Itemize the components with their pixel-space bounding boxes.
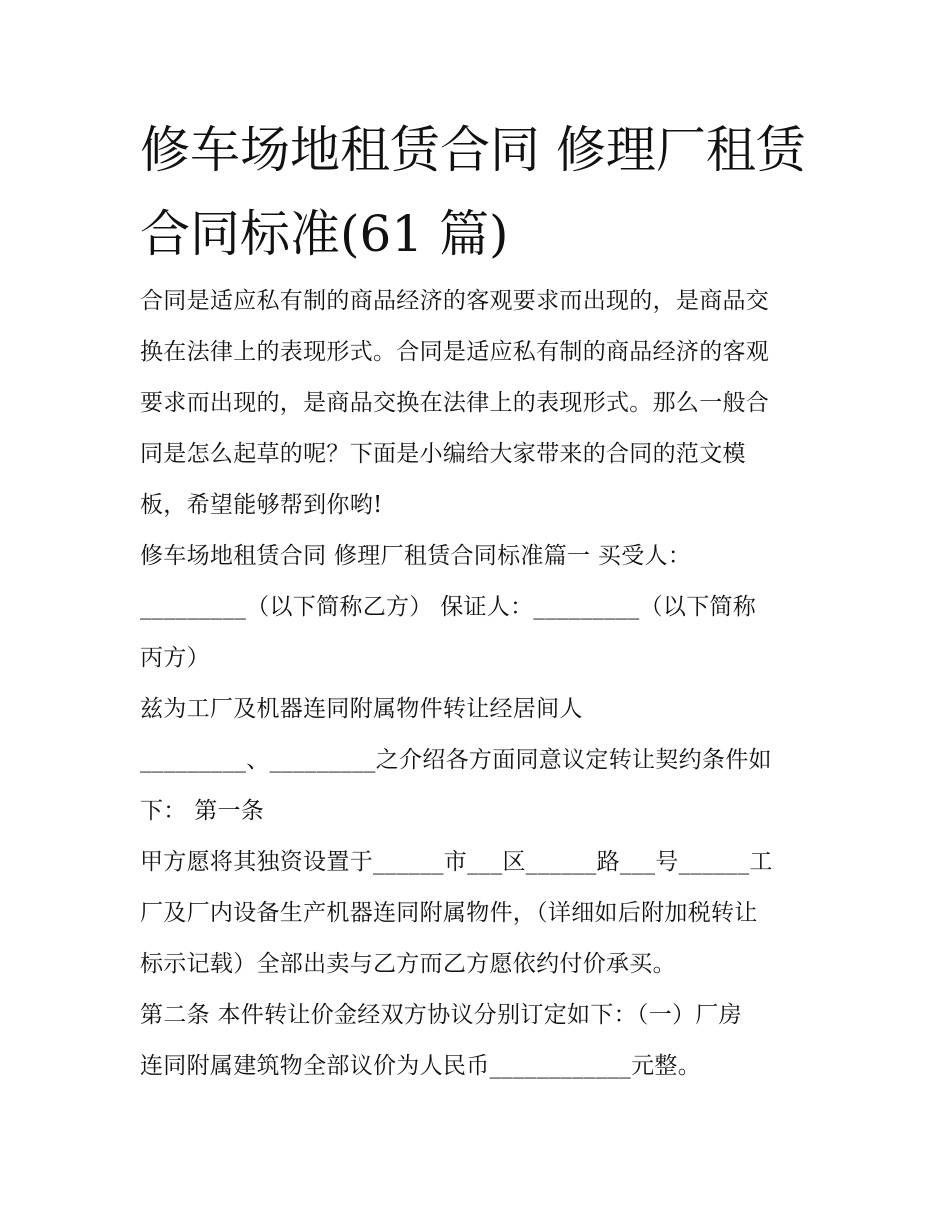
body-line: 兹为工厂及机器连同附属物件转让经居间人 xyxy=(140,696,583,722)
body-line: 第二条 本件转让价金经双方协议分别订定如下：（一）厂房 xyxy=(140,1002,742,1028)
body-line: 甲方愿将其独资设置于______市___区______路___号______工 xyxy=(140,849,773,875)
body-line: 厂及厂内设备生产机器连同附属物件，（详细如后附加税转让 xyxy=(140,900,758,926)
body-line: 标示记载）全部出卖与乙方而乙方愿依约付价承买。 xyxy=(140,951,676,977)
body-line: _________、_________之介绍各方面同意议定转让契约条件如 xyxy=(140,747,772,773)
title-line-1: 修车场地租赁合同 修理厂租赁 xyxy=(140,121,806,179)
title-line-2: 合同标准(61 篇) xyxy=(140,205,509,263)
body-line: 连同附属建筑物全部议价为人民币____________元整。 xyxy=(140,1053,701,1079)
body-line: _________（以下简称乙方） 保证人：_________（以下简称 xyxy=(140,594,757,620)
body-line: 板，希望能够帮到你哟! xyxy=(140,492,383,518)
document-body xyxy=(140,276,820,1092)
body-line: 修车场地租赁合同 修理厂租赁合同标准篇一 买受人： xyxy=(140,543,692,569)
body-line: 同是怎么起草的呢？下面是小编给大家带来的合同的范文模 xyxy=(140,441,746,467)
body-line: 下： 第一条 xyxy=(140,798,265,824)
document-title xyxy=(140,108,820,276)
body-line: 丙方） xyxy=(140,645,210,671)
body-line: 换在法律上的表现形式。合同是适应私有制的商品经济的客观 xyxy=(140,339,770,365)
body-line: 要求而出现的，是商品交换在法律上的表现形式。那么一般合 xyxy=(140,390,770,416)
body-line: 合同是适应私有制的商品经济的客观要求而出现的，是商品交 xyxy=(140,288,770,314)
